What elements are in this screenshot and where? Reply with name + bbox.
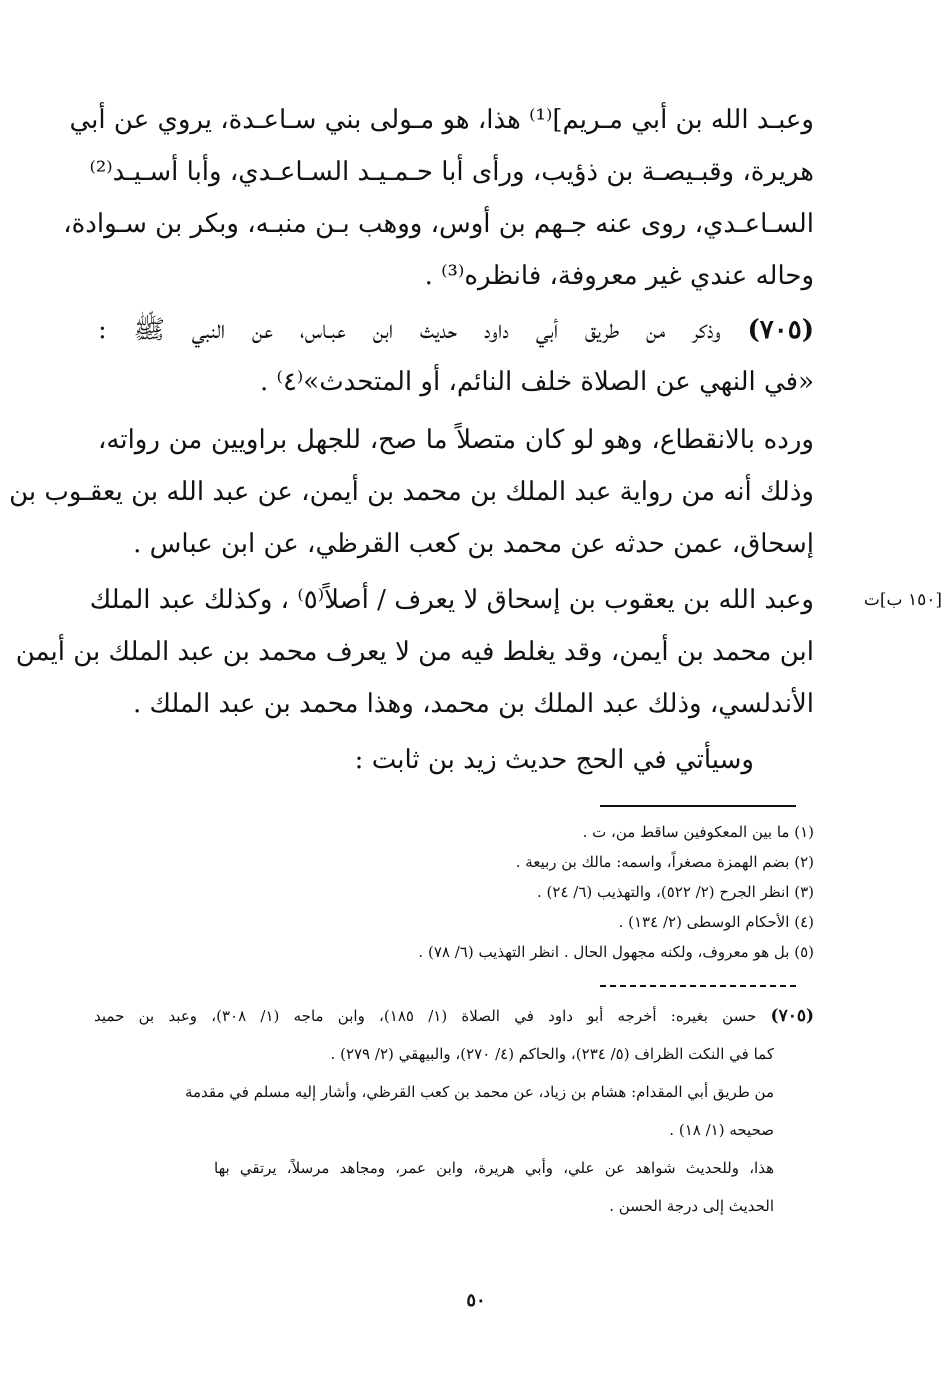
takhrij-line: الحديث إلى درجة الحسن . (609, 1197, 774, 1215)
takhrij-number: (٧٠٥) (770, 1006, 815, 1026)
footnote: (١) ما بين المعكوفين ساقط من، ت . (582, 823, 814, 841)
paragraph-line: هريرة، وقبـيصـة بن ذؤيب، ورأى أبا حـمـيـد السـاعـدي، وأبا أسـيـد⁽²⁾ (89, 157, 814, 187)
takhrij-separator (600, 985, 796, 987)
page-number: ٥٠ (466, 1290, 486, 1311)
footnote: (٢) بضم الهمزة مصغراً، واسمه: مالك بن ربيعة . (515, 853, 814, 871)
paragraph-line: السـاعـدي، روى عنه جـهم بن أوس، ووهب بـن منبـه، وبكر بن سـوادة، (63, 209, 814, 239)
footnote: (٣) انظر الجرح (٢/ ٥٢٢)، والتهذيب (٦/ ٢٤) . (537, 883, 814, 901)
takhrij-line (94, 1002, 814, 1030)
takhrij-line: هذا، وللحديث شواهد عن علي، وأبي هريرة، وابن عمر، ومجاهد مرسلاً، يرتقي بها (214, 1159, 774, 1177)
paragraph-line: إسحاق، عمن حدثه عن محمد بن كعب القرظي، عن ابن عباس . (133, 529, 814, 559)
takhrij-text: حسن بغيره: أخرجه أبو داود في الصلاة (١/ ١٨٥)، وابن ماجه (١/ ٣٠٨)، وعبد بن حميد (94, 1007, 757, 1025)
paragraph-line: ورده بالانقطاع، وهو لو كان متصلاً ما صح، للجهل براويين من رواته، (98, 425, 814, 455)
margin-folio-note: [١٥٠ ب]ت (863, 590, 942, 610)
footnote: (٥) بل هو معروف، ولكنه مجهول الحال . انظر التهذيب (٦/ ٧٨) . (418, 943, 814, 961)
hadith-705-line (98, 304, 814, 356)
paragraph-line: وحاله عندي غير معروفة، فانظره⁽³⁾ . (424, 261, 814, 291)
paragraph-line: وسيأتي في الحج حديث زيد بن ثابت : (354, 745, 754, 775)
hadith-705-line: «في النهي عن الصلاة خلف النائم، أو المتحدث»⁽٤⁾ . (260, 367, 814, 397)
hadith-number: (٧٠٥) (747, 315, 815, 345)
paragraph-line: وذلك أنه من رواية عبد الملك بن محمد بن أيمن، عن عبد الله بن يعقـوب بن (9, 477, 814, 507)
takhrij-line: كما في النكت الظراف (٥/ ٢٣٤)، والحاكم (٤/ ٢٧٠)، والبيهقي (٢/ ٢٧٩) . (330, 1045, 774, 1063)
footnote-separator (600, 805, 796, 807)
hadith-text: وذكر من طريق أبي داود حديث ابن عبـاس، عن النبي ﷺ : (98, 315, 721, 345)
takhrij-line: صحيحه (١/ ١٨) . (669, 1121, 774, 1139)
paragraph-line: وعبد الله بن يعقوب بن إسحاق لا يعرف / أصلاً⁽٥⁾ ، وكذلك عبد الملك (89, 585, 814, 615)
footnote: (٤) الأحكام الوسطى (٢/ ١٣٤) . (618, 913, 814, 931)
takhrij-line: من طريق أبي المقدام: هشام بن زياد، عن محمد بن كعب القرظي، وأشار إليه مسلم في مقدمة (184, 1083, 774, 1101)
paragraph-line: ابن محمد بن أيمن، وقد يغلط فيه من لا يعرف محمد بن عبد الملك بن أيمن (15, 637, 814, 667)
paragraph-line: الأندلسي، وذلك عبد الملك بن محمد، وهذا محمد بن عبد الملك . (132, 689, 814, 719)
paragraph-line: وعبـد الله بن أبي مـريم]⁽¹⁾ هذا، هو مـولى بني سـاعـدة، يروي عن أبي (69, 105, 814, 135)
